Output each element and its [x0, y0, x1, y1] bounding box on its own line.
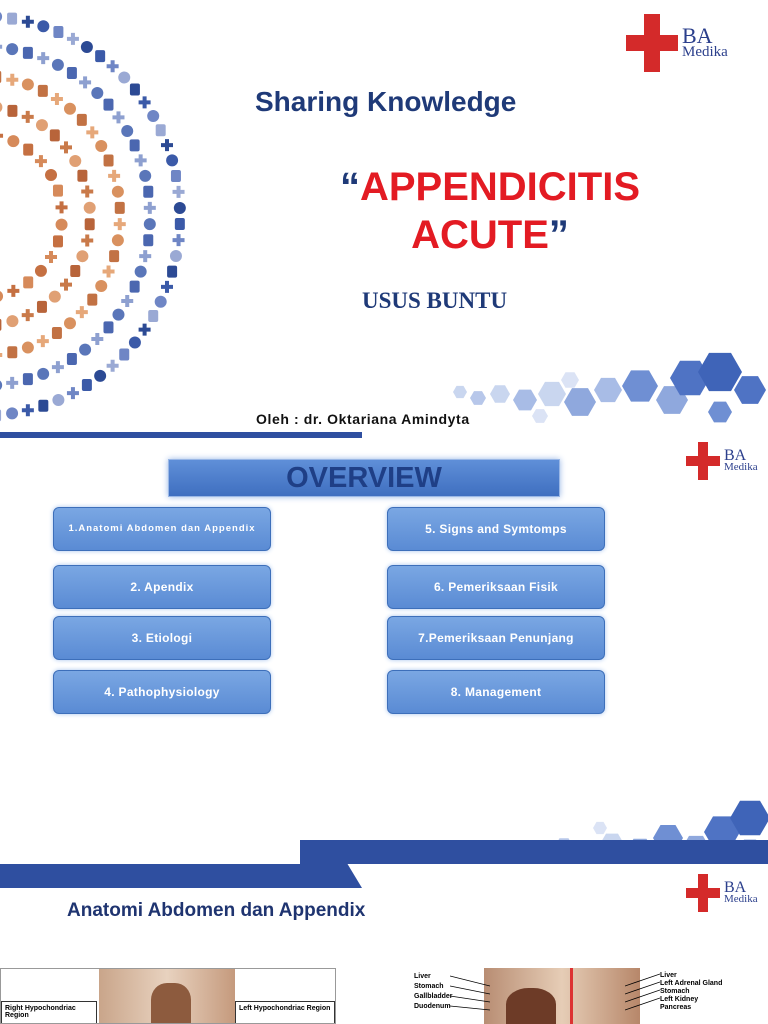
- author: Oleh : dr. Oktariana Amindyta: [256, 411, 470, 427]
- organ-label: Stomach: [414, 983, 444, 990]
- medical-cross-icon: [686, 874, 720, 912]
- overview-item-7[interactable]: 7.Pemeriksaan Penunjang: [387, 616, 605, 660]
- hexagon-decoration: [420, 350, 768, 432]
- heading: Sharing Knowledge: [255, 86, 517, 117]
- bottom-band: [300, 840, 768, 864]
- overview-item-5[interactable]: 5. Signs and Symtomps: [387, 507, 605, 551]
- ba-medika-logo: [626, 14, 728, 72]
- organ-label: Liver: [414, 973, 431, 980]
- overview-item-2[interactable]: 2. Apendix: [53, 565, 271, 609]
- title-slide: [0, 0, 768, 432]
- slide-title: Anatomi Abdomen dan Appendix: [67, 900, 366, 921]
- organ-label: Left Kidney: [660, 996, 699, 1003]
- ba-medika-logo: BA Medika: [686, 874, 758, 912]
- organ-label: Duodenum: [414, 1003, 451, 1010]
- medical-cross-icon: [626, 14, 678, 72]
- subtitle: USUS BUNTU: [362, 288, 508, 313]
- organ-label: Stomach: [660, 988, 690, 995]
- overview-title: OVERVIEW: [168, 459, 560, 497]
- organ-label: Gallbladder: [414, 993, 453, 1000]
- medical-cross-icon: [686, 442, 720, 480]
- organ-label: Pancreas: [660, 1004, 692, 1011]
- region-label: Left Hypochondriac Region: [235, 1001, 335, 1024]
- top-band: [0, 432, 362, 438]
- overview-slide: [0, 432, 768, 864]
- abdomen-regions-image: [0, 968, 336, 1024]
- top-band: [0, 864, 362, 888]
- medical-icons-decoration: [0, 0, 250, 432]
- anatomy-slide: [0, 864, 768, 1024]
- overview-item-8[interactable]: 8. Management: [387, 670, 605, 714]
- abdomen-organs-image: [410, 968, 768, 1024]
- presentation-title: “APPENDICITIS ACUTE”: [339, 165, 641, 257]
- organ-label: Liver: [660, 972, 677, 979]
- overview-item-6[interactable]: 6. Pemeriksaan Fisik: [387, 565, 605, 609]
- logo-brand: BA: [682, 23, 713, 49]
- overview-item-4[interactable]: 4. Pathophysiology: [53, 670, 271, 714]
- organ-label: Left Adrenal Gland: [660, 980, 723, 987]
- overview-item-1[interactable]: 1.Anatomi Abdomen dan Appendix: [53, 507, 271, 551]
- region-label: Right Hypochondriac Region: [1, 1001, 97, 1024]
- logo-name: Medika: [682, 44, 728, 61]
- overview-item-3[interactable]: 3. Etiologi: [53, 616, 271, 660]
- ba-medika-logo: BA Medika: [686, 442, 758, 480]
